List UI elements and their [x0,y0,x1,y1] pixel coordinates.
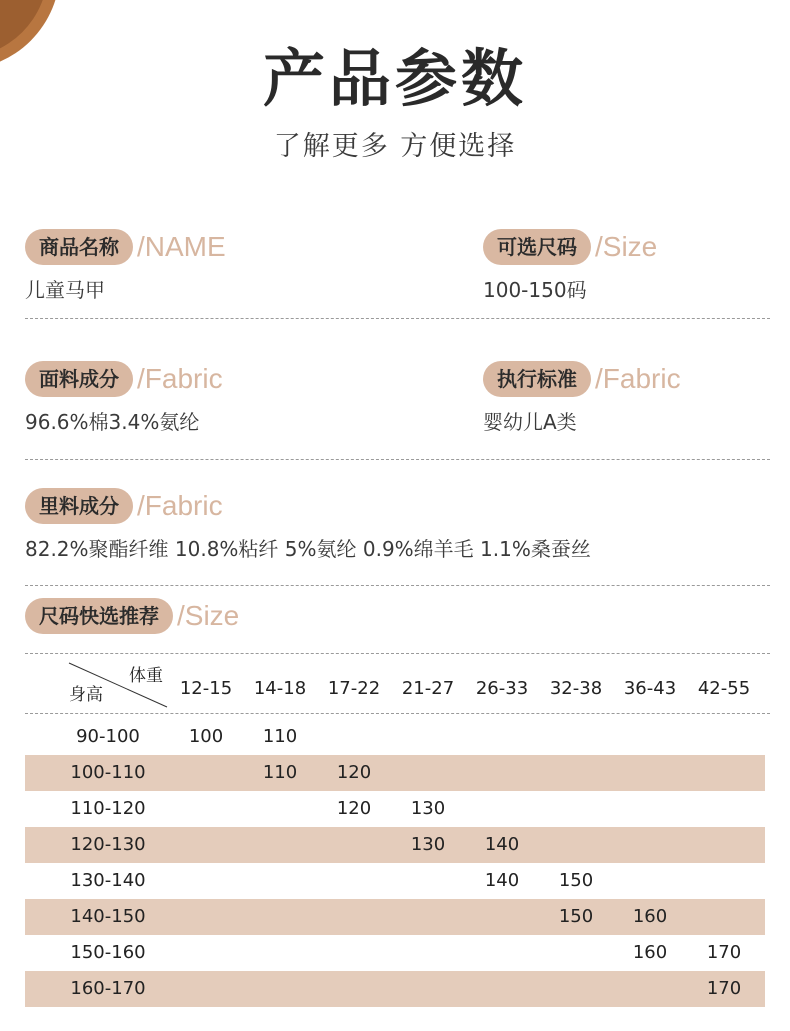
size-table [25,653,770,1007]
row-height-label: 90-100 [76,726,140,747]
table-header [25,653,770,713]
table-row [25,899,765,935]
size-cell: 130 [410,834,446,855]
fabric-en: /Fabric [137,363,223,394]
page-title: 产品参数 [262,42,527,115]
column-header: 32-38 [549,678,603,699]
weight-header: 体重 [129,666,163,686]
row-height-label: 110-120 [70,798,146,819]
table-row [25,791,770,827]
size-cell: 170 [706,978,742,999]
diagonal-header-cell [63,657,173,709]
size-cell: 110 [262,762,298,783]
size-cell: 150 [558,870,594,891]
table-row [25,971,765,1007]
field-fabric [25,360,223,435]
standard-en: /Fabric [595,363,681,394]
table-row [25,755,765,791]
divider [25,318,770,319]
lining-en: /Fabric [137,490,223,521]
size-cell: 130 [410,798,446,819]
size-value: 100-150码 [483,278,587,302]
row-height-label: 130-140 [70,870,146,891]
row-height-label: 120-130 [70,834,146,855]
size-label: 可选尺码 [483,229,591,265]
table-row [25,719,770,755]
page-subtitle: 了解更多 方便选择 [273,131,517,162]
divider [25,459,770,460]
divider [25,713,770,714]
table-row [25,935,770,971]
lining-label: 里料成分 [25,488,133,524]
fabric-label: 面料成分 [25,361,133,397]
height-header: 身高 [69,685,103,705]
column-header: 14-18 [253,678,307,699]
product-name-label: 商品名称 [25,229,133,265]
size-cell: 120 [336,798,372,819]
column-header: 36-43 [623,678,677,699]
field-lining [25,487,591,562]
row-height-label: 140-150 [70,906,146,927]
product-name-en: /NAME [137,231,226,262]
column-header: 17-22 [327,678,381,699]
field-product-name [25,228,226,303]
field-size-guide [25,597,239,635]
column-header: 26-33 [475,678,529,699]
field-size [483,228,657,303]
size-guide-label: 尺码快选推荐 [25,598,173,634]
row-height-label: 100-110 [70,762,146,783]
size-cell: 160 [632,906,668,927]
size-cell: 100 [188,726,224,747]
size-cell: 170 [706,942,742,963]
table-row [25,863,770,899]
column-header: 12-15 [179,678,233,699]
row-height-label: 150-160 [70,942,146,963]
divider [25,585,770,586]
row-height-label: 160-170 [70,978,146,999]
column-header: 42-55 [697,678,751,699]
standard-value: 婴幼儿A类 [483,410,577,434]
lining-value: 82.2%聚酯纤维 10.8%粘纤 5%氨纶 0.9%绵羊毛 1.1%桑蚕丝 [25,537,591,561]
table-row [25,827,765,863]
size-cell: 150 [558,906,594,927]
standard-label: 执行标准 [483,361,591,397]
title-block [0,42,790,163]
column-header: 21-27 [401,678,455,699]
size-cell: 110 [262,726,298,747]
size-en: /Size [595,231,658,262]
product-name-value: 儿童马甲 [25,278,105,302]
size-cell: 140 [484,870,520,891]
size-cell: 160 [632,942,668,963]
size-cell: 140 [484,834,520,855]
fabric-value: 96.6%棉3.4%氨纶 [25,410,200,434]
field-standard [483,360,681,435]
size-cell: 120 [336,762,372,783]
size-guide-en: /Size [177,600,240,631]
